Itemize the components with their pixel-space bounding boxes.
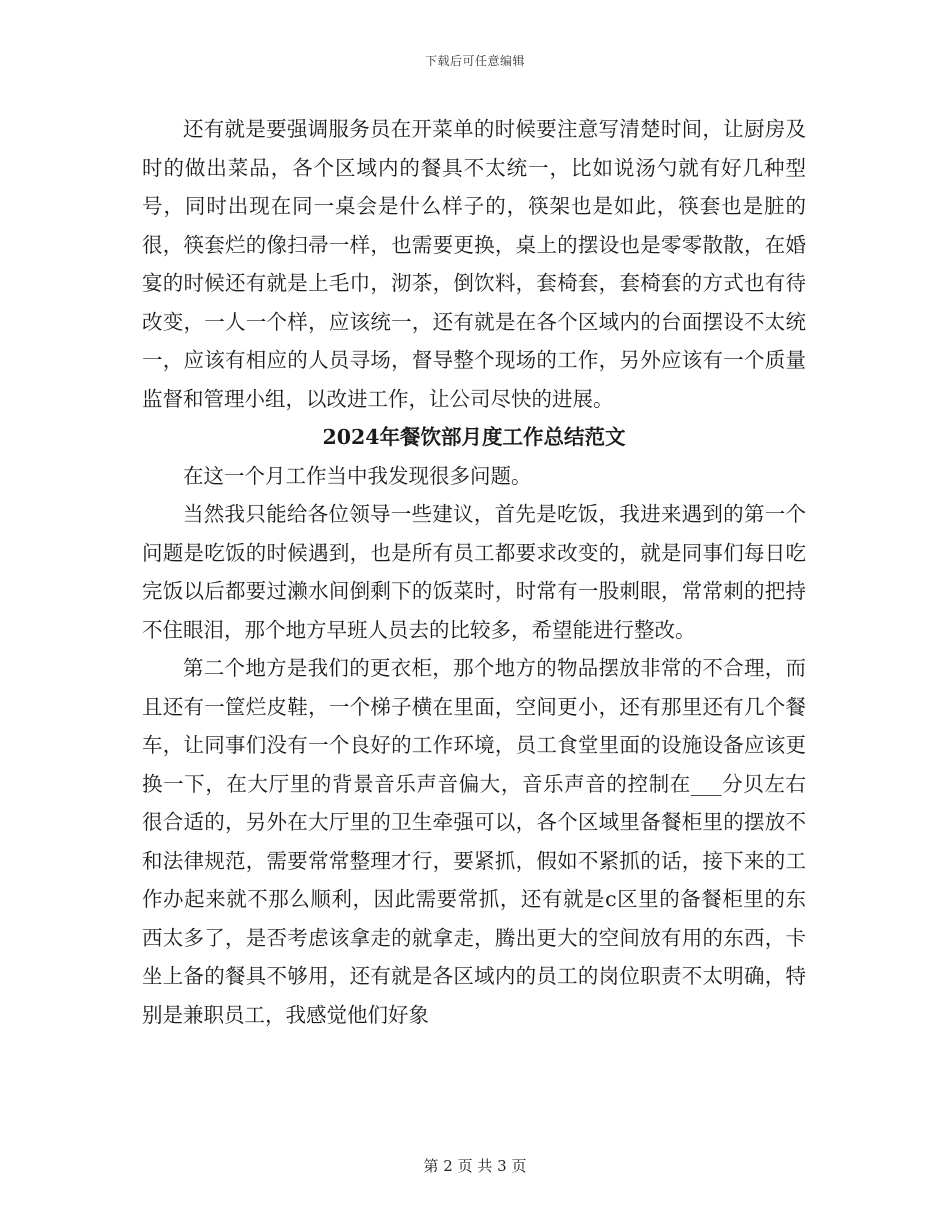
intro-paragraph: 还有就是要强调服务员在开菜单的时候要注意写清楚时间，让厨房及时的做出菜品，各个区域内的餐具不太统一，比如说汤勺就有好几种型号，同时出现在同一桌会是什么样子的，筷架也是如此，筷套也是脏的很，筷套烂的像扫帚一样，也需要更换，桌上的摆设也是零零散散，在婚宴的时候还有就是上毛巾，沏茶，倒饮料，套椅套，套椅套的方式也有待改变，一人一个样，应该统一，还有就是在各个区域内的台面摆设不太统一，应该有相应的人员寻场，督导整个现场的工作，另外应该有一个质量监督和管理小组，以改进工作，让公司尽快的进展。 xyxy=(142,117,806,411)
page-header: 下载后可任意编辑 xyxy=(424,54,525,68)
body-paragraph-1: 在这一个月工作当中我发现很多问题。 xyxy=(183,463,532,488)
section-title: 2024年餐饮部月度工作总结范文 xyxy=(322,425,626,449)
document-body xyxy=(142,110,806,1034)
page-footer: 第 2 页 共 3 页 xyxy=(423,1157,527,1175)
body-paragraph-2: 当然我只能给各位领导一些建议，首先是吃饭，我进来遇到的第一个问题是吃饭的时候遇到，也是所有员工都要求改变的，就是同事们每日吃完饭以后都要过濑水间倒剩下的饭菜时，时常有一股刺眼，常常刺的把持不住眼泪，那个地方早班人员去的比较多，希望能进行整改。 xyxy=(142,502,806,642)
body-paragraph-3: 第二个地方是我们的更衣柜，那个地方的物品摆放非常的不合理，而且还有一筐烂皮鞋，一个梯子横在里面，空间更小，还有那里还有几个餐车，让同事们没有一个良好的工作环境，员工食堂里面的设施设备应该更换一下，在大厅里的背景音乐声音偏大，音乐声音的控制在___分贝左右很合适的，另外在大厅里的卫生牵强可以，各个区域里备餐柜里的摆放不和法律规范，需要常常整理才行，要紧抓，假如不紧抓的话，接下来的工作办起来就不那么顺利，因此需要常抓，还有就是c区里的备餐柜里的东西太多了，是否考虑该拿走的就拿走，腾出更大的空间放有用的东西，卡坐上备的餐具不够用，还有就是各区域内的员工的岗位职责不太明确，特别是兼职员工，我感觉他们好象 xyxy=(142,656,806,1027)
